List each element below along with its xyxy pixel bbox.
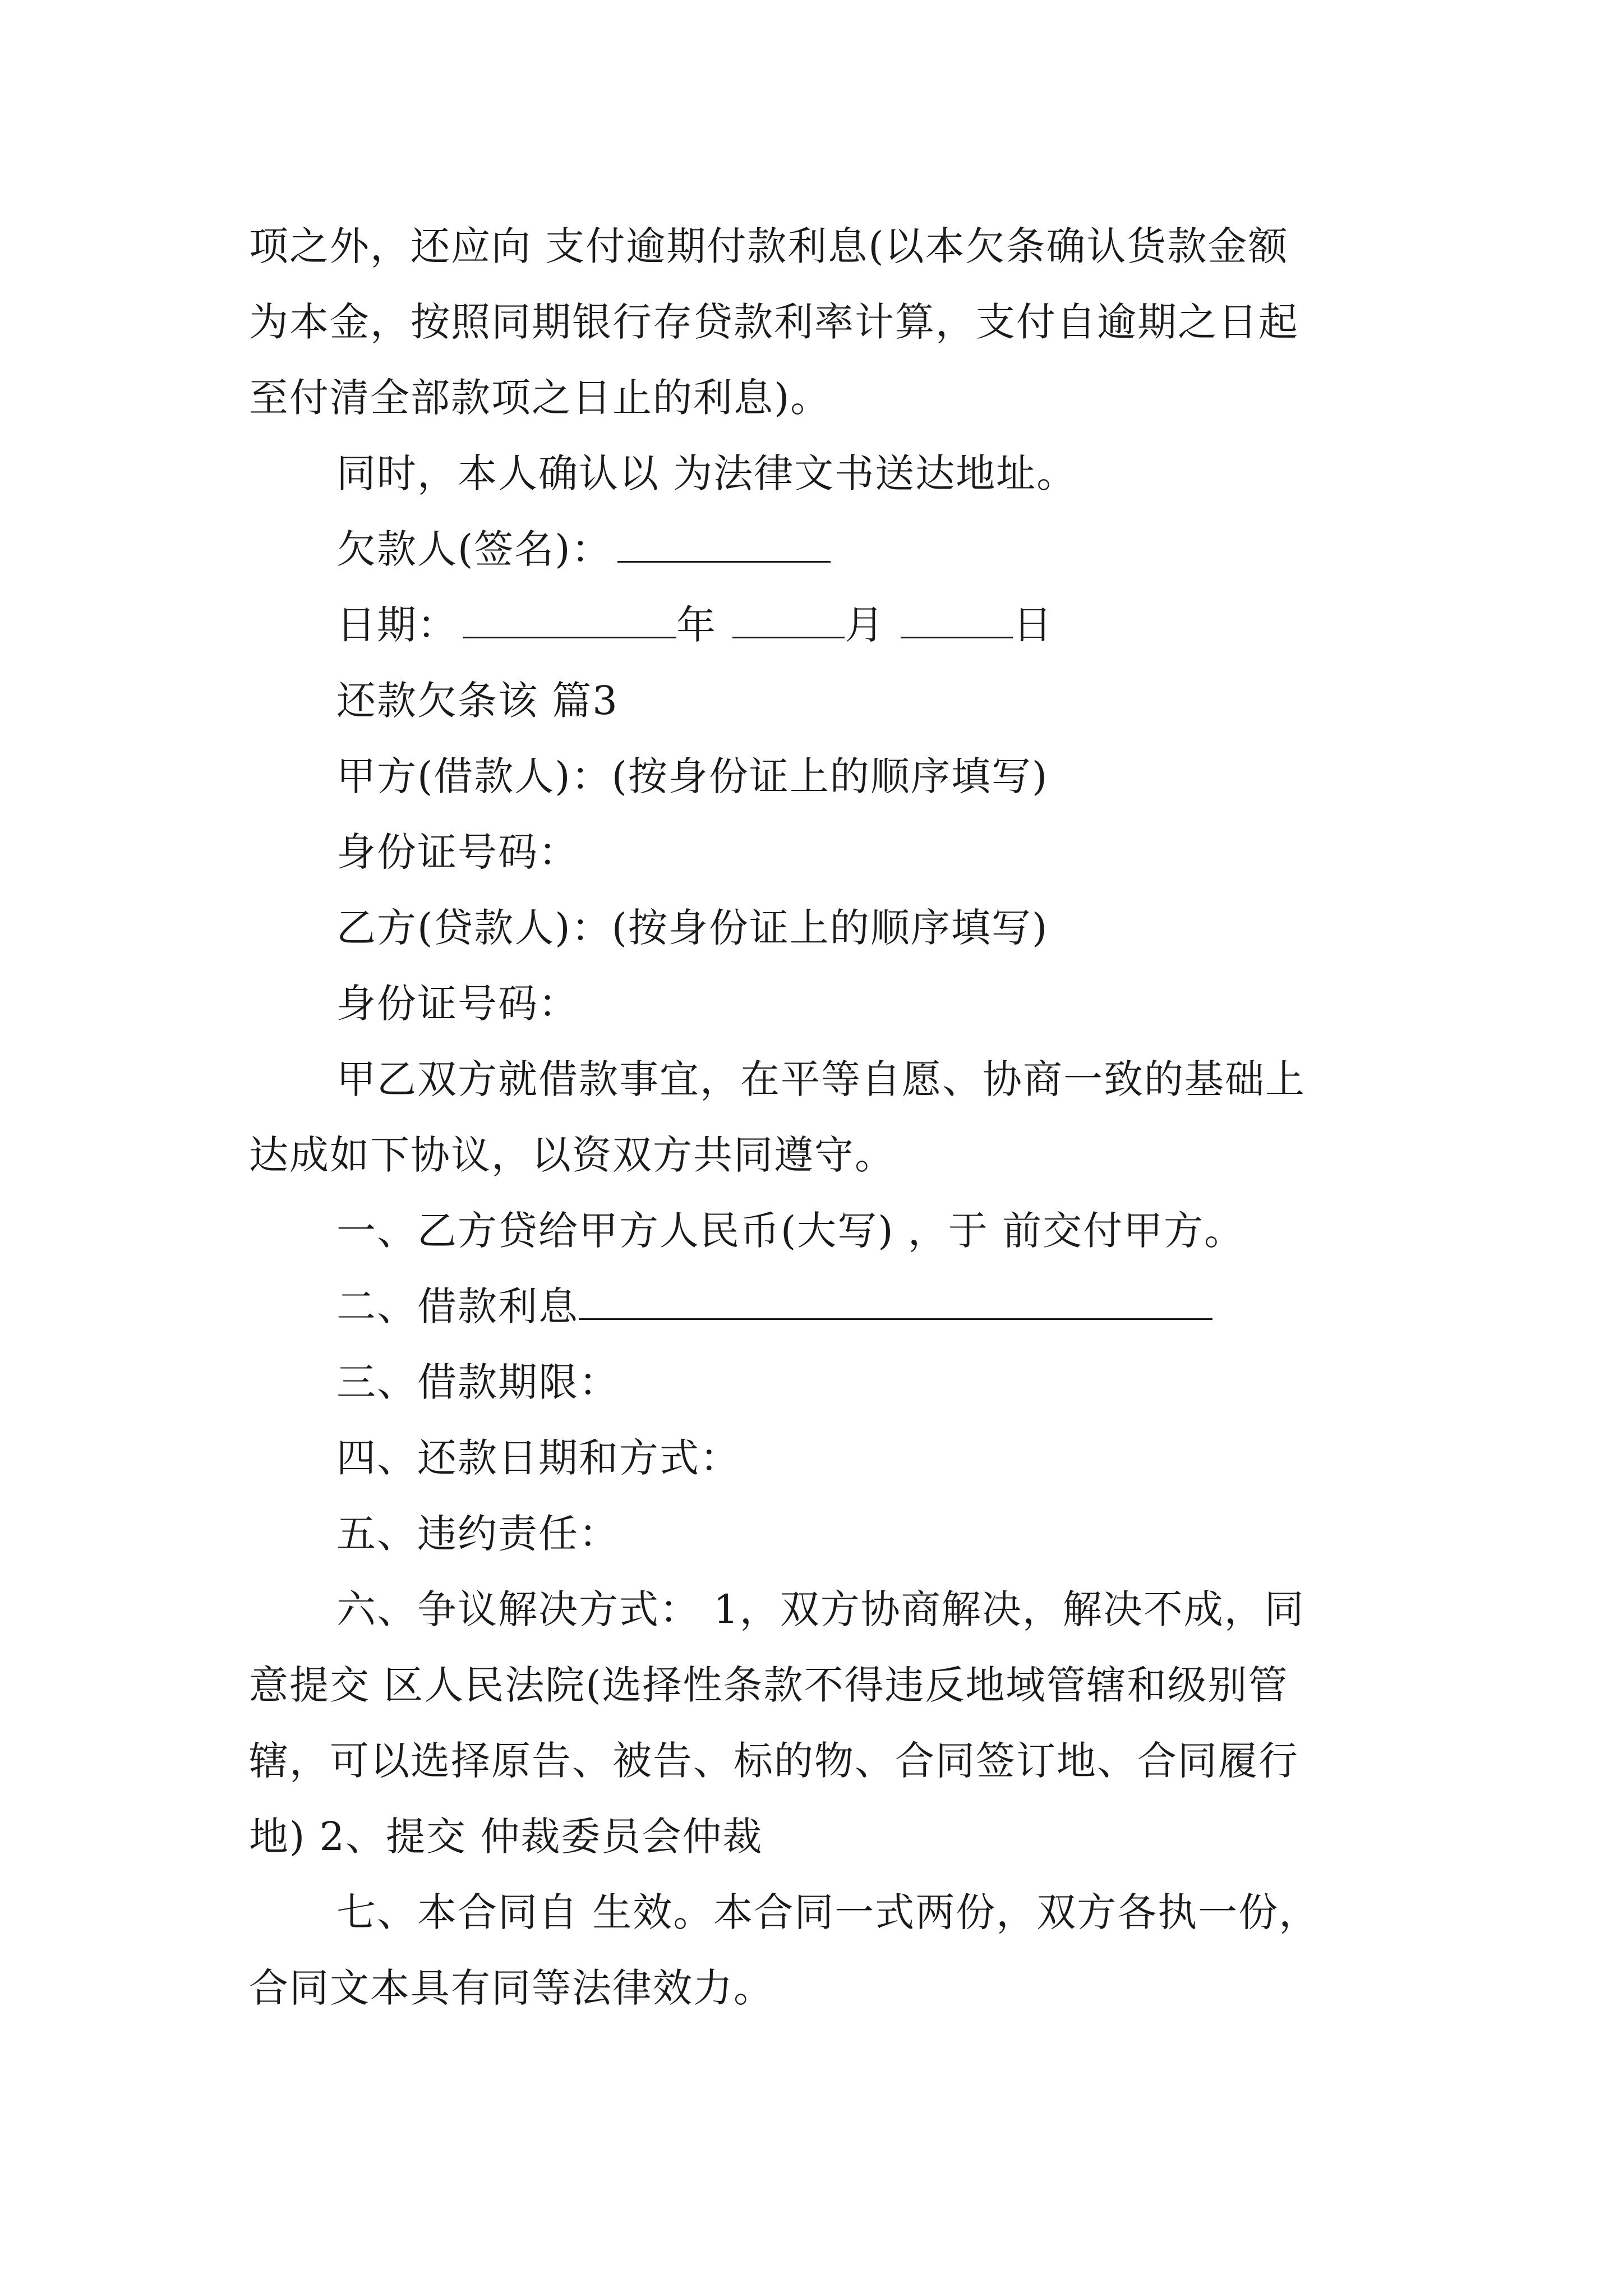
text-line: 身份证号码：	[336, 981, 579, 1027]
year-label: 年	[676, 602, 717, 648]
text-line: 地) 2、提交 仲裁委员会仲裁	[249, 1814, 763, 1860]
day-label: 日	[1013, 602, 1053, 648]
text-line: 身份证号码：	[336, 829, 579, 875]
month-blank	[732, 604, 845, 638]
signature-blank	[617, 528, 831, 563]
interest-label: 二、借款利息	[336, 1283, 579, 1329]
text-line: 为本金，按照同期银行存贷款利率计算，支付自逾期之日起	[249, 299, 1299, 345]
text-line: 辖，可以选择原告、被告、标的物、合同签订地、合同履行	[249, 1738, 1299, 1784]
signature-label: 欠款人(签名)：	[336, 526, 612, 572]
text-line: 项之外，还应向 支付逾期付款利息(以本欠条确认货款金额	[249, 223, 1289, 269]
text-line: 同时，本人确认以 为法律文书送达地址。	[336, 450, 1077, 496]
month-label: 月	[845, 602, 885, 648]
text-line: 甲乙双方就借款事宜，在平等自愿、协商一致的基础上	[336, 1056, 1306, 1102]
date-line	[249, 587, 1376, 663]
text-line: 意提交 区人民法院(选择性条款不得违反地域管辖和级别管	[249, 1662, 1289, 1708]
text-line: 六、争议解决方式： 1，双方协商解决，解决不成，同	[336, 1586, 1305, 1632]
text-line: 一、乙方贷给甲方人民币(大写) ，于 前交付甲方。	[336, 1208, 1245, 1254]
text-line: 至付清全部款项之日止的利息)。	[249, 375, 831, 421]
year-blank	[463, 604, 676, 638]
day-blank	[901, 604, 1013, 638]
text-line: 五、违约责任：	[336, 1511, 619, 1557]
text-line: 三、借款期限：	[336, 1359, 619, 1405]
text-line: 达成如下协议，以资双方共同遵守。	[249, 1132, 895, 1178]
document-body	[249, 209, 1376, 2026]
signature-line	[249, 512, 1376, 587]
interest-line	[249, 1269, 1376, 1345]
text-line: 合同文本具有同等法律效力。	[249, 1965, 774, 2011]
text-line: 甲方(借款人)：(按身份证上的顺序填写)	[336, 753, 1049, 799]
text-line: 四、还款日期和方式：	[336, 1435, 740, 1481]
text-line: 七、本合同自 生效。本合同一式两份，双方各执一份，	[336, 1889, 1320, 1935]
date-label: 日期：	[336, 602, 458, 648]
text-line: 乙方(贷款人)：(按身份证上的顺序填写)	[336, 905, 1049, 951]
section-heading: 还款欠条该 篇3	[336, 678, 619, 724]
interest-blank	[579, 1286, 1212, 1320]
